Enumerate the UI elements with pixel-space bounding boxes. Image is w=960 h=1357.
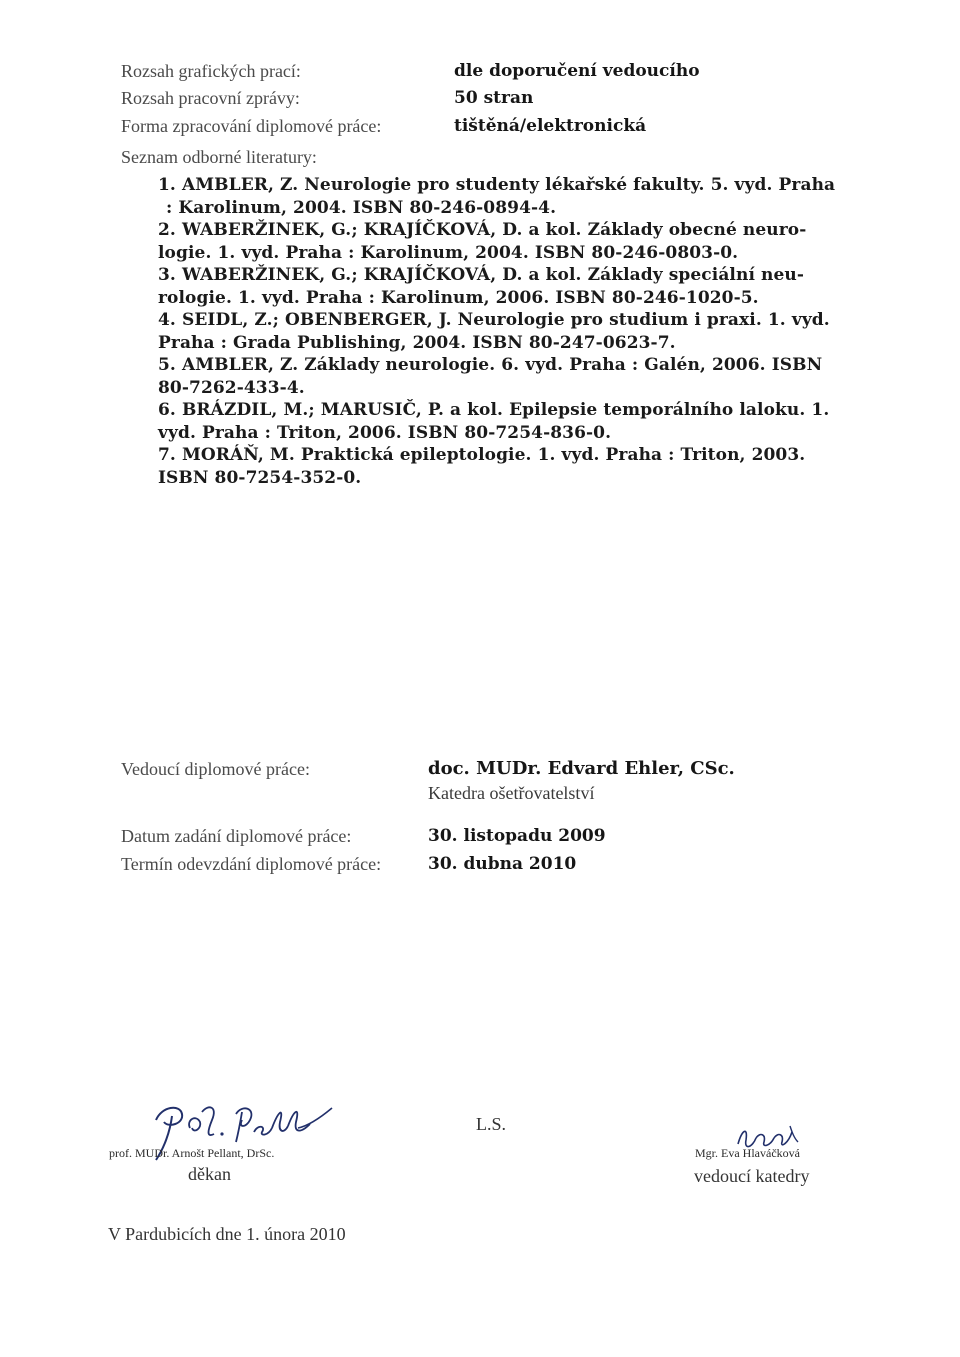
- supervisor-name: doc. MUDr. Edvard Ehler, CSc.: [428, 758, 735, 779]
- dean-name: prof. MUDr. Arnošt Pellant, DrSc.: [109, 1146, 275, 1160]
- reference-line: logie. 1. vyd. Praha : Karolinum, 2004. ISBN 80-246-0803-0.: [158, 242, 739, 263]
- reference-line: 4. SEIDL, Z.; OBENBERGER, J. Neurologie pro studium i praxi. 1. vyd.: [158, 310, 830, 330]
- graphics-scope-value: dle doporučení vedoucího: [454, 61, 700, 81]
- report-scope-label: Rozsah pracovní zprávy:: [121, 88, 300, 108]
- supervisor-department: Katedra ošetřovatelství: [428, 783, 595, 803]
- due-date-label: Termín odevzdání diplomové práce:: [121, 854, 382, 874]
- reference-line: vyd. Praha : Triton, 2006. ISBN 80-7254-836-0.: [158, 422, 612, 443]
- seal-mark: L.S.: [476, 1114, 507, 1134]
- thesis-form-label: Forma zpracování diplomové práce:: [121, 116, 382, 136]
- reference-line: ISBN 80-7254-352-0.: [158, 467, 362, 488]
- graphics-scope-label: Rozsah grafických prací:: [121, 61, 301, 81]
- reference-line: 1. AMBLER, Z. Neurologie pro studenty lékařské fakulty. 5. vyd. Praha: [158, 175, 836, 195]
- due-date-value: 30. dubna 2010: [428, 854, 577, 874]
- reference-line: 7. MORÁŇ, M. Praktická epileptologie. 1. vyd. Praha : Triton, 2003.: [158, 445, 806, 465]
- assigned-date-value: 30. listopadu 2009: [428, 826, 606, 846]
- reference-line: : Karolinum, 2004. ISBN 80-246-0894-4.: [166, 197, 557, 218]
- reference-line: Praha : Grada Publishing, 2004. ISBN 80-247-0623-7.: [158, 332, 676, 353]
- reference-list: [158, 174, 858, 489]
- dean-title: děkan: [188, 1164, 231, 1184]
- place-date: V Pardubicích dne 1. února 2010: [108, 1224, 346, 1244]
- reference-line: rologie. 1. vyd. Praha : Karolinum, 2006. ISBN 80-246-1020-5.: [158, 287, 759, 308]
- literature-heading: Seznam odborné literatury:: [121, 147, 317, 167]
- reference-line: 6. BRÁZDIL, M.; MARUSIČ, P. a kol. Epilepsie temporálního laloku. 1.: [158, 400, 830, 420]
- head-title: vedoucí katedry: [694, 1166, 810, 1186]
- thesis-form-value: tištěná/elektronická: [454, 116, 647, 136]
- assigned-date-label: Datum zadání diplomové práce:: [121, 826, 352, 846]
- supervisor-label: Vedoucí diplomové práce:: [121, 759, 310, 779]
- reference-line: 2. WABERŽINEK, G.; KRAJÍČKOVÁ, D. a kol. Základy obecné neuro-: [158, 220, 807, 240]
- reference-line: 80-7262-433-4.: [158, 377, 305, 398]
- reference-line: 3. WABERŽINEK, G.; KRAJÍČKOVÁ, D. a kol. Základy speciální neu-: [158, 265, 805, 285]
- head-name: Mgr. Eva Hlaváčková: [695, 1146, 800, 1160]
- report-scope-value: 50 stran: [454, 88, 534, 108]
- reference-line: 5. AMBLER, Z. Základy neurologie. 6. vyd. Praha : Galén, 2006. ISBN: [158, 355, 823, 375]
